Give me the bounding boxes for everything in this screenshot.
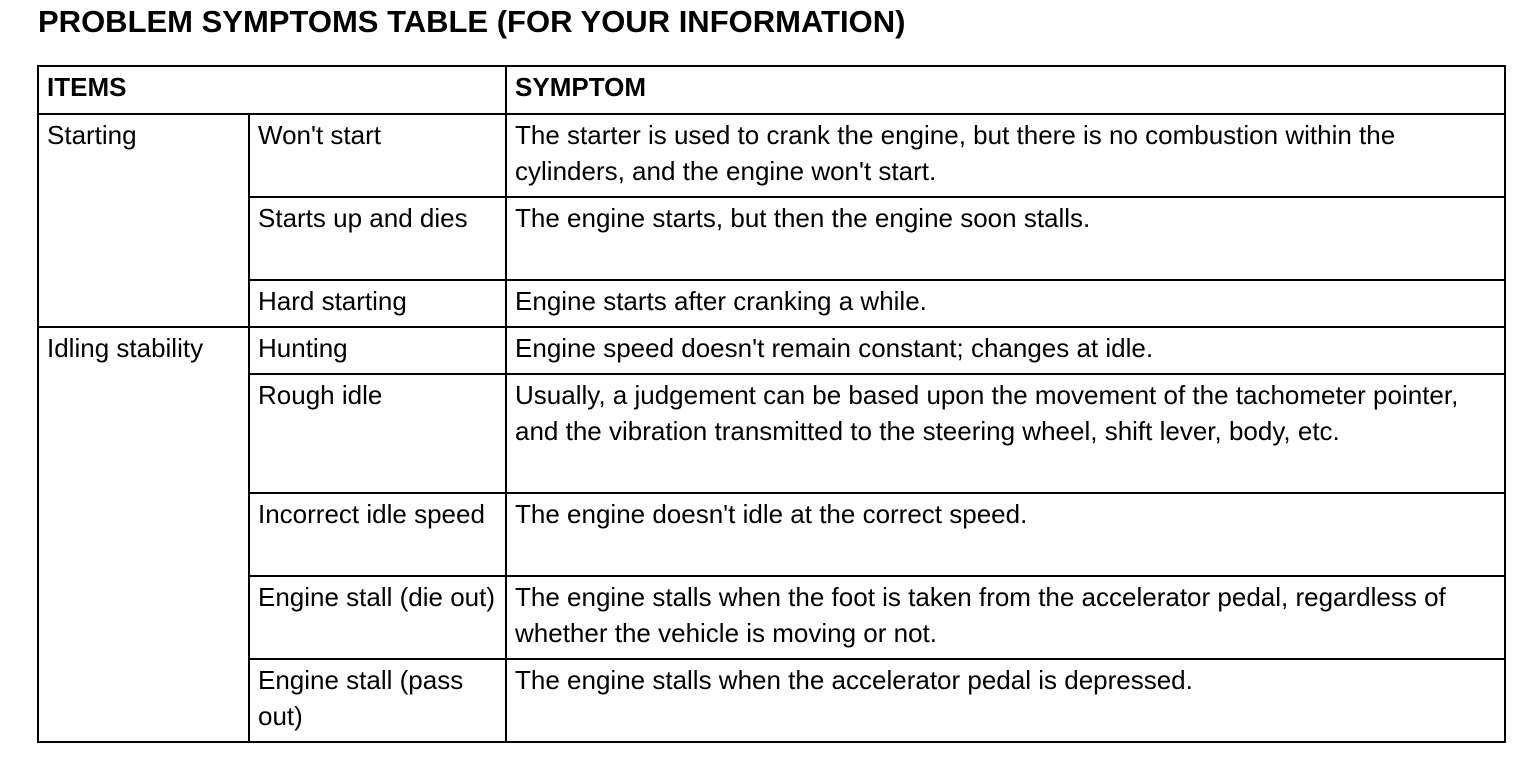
- symptom-cell: The starter is used to crank the engine, but there is no combustion within the cylinders, and the engine won't start.: [506, 114, 1505, 197]
- symptom-cell: Engine speed doesn't remain constant; changes at idle.: [506, 327, 1505, 374]
- page-title: PROBLEM SYMPTOMS TABLE (FOR YOUR INFORMATION): [38, 4, 906, 39]
- table-row: [38, 576, 1505, 659]
- table-row: [38, 374, 1505, 493]
- item-cell: Engine stall (die out): [249, 576, 506, 659]
- symptom-cell: The engine stalls when the accelerator pedal is depressed.: [506, 659, 1505, 742]
- category-cell-starting: Starting: [38, 114, 249, 327]
- symptom-cell: The engine stalls when the foot is taken from the accelerator pedal, regardless of whether the vehicle is moving or not.: [506, 576, 1505, 659]
- item-cell: Incorrect idle speed: [249, 493, 506, 576]
- symptom-cell: Engine starts after cranking a while.: [506, 280, 1505, 327]
- table-row: [38, 197, 1505, 280]
- item-cell: Engine stall (pass out): [249, 659, 506, 742]
- symptom-cell: The engine starts, but then the engine soon stalls.: [506, 197, 1505, 280]
- symptom-cell: The engine doesn't idle at the correct speed.: [506, 493, 1505, 576]
- item-cell: Rough idle: [249, 374, 506, 493]
- symptom-column-header: SYMPTOM: [506, 66, 1505, 114]
- problem-symptoms-table: [37, 65, 1506, 743]
- table-row: [38, 114, 1505, 197]
- items-column-header: ITEMS: [38, 66, 506, 114]
- table-row: [38, 327, 1505, 374]
- category-cell-idling-stability: Idling stability: [38, 327, 249, 742]
- item-cell: Starts up and dies: [249, 197, 506, 280]
- table-header-row: [38, 66, 1505, 114]
- table-row: [38, 493, 1505, 576]
- table-row: [38, 659, 1505, 742]
- item-cell: Hunting: [249, 327, 506, 374]
- item-cell: Hard starting: [249, 280, 506, 327]
- item-cell: Won't start: [249, 114, 506, 197]
- symptom-cell: Usually, a judgement can be based upon the movement of the tachometer pointer, and the vibration transmitted to the steering wheel, shift lever, body, etc.: [506, 374, 1505, 493]
- table-row: [38, 280, 1505, 327]
